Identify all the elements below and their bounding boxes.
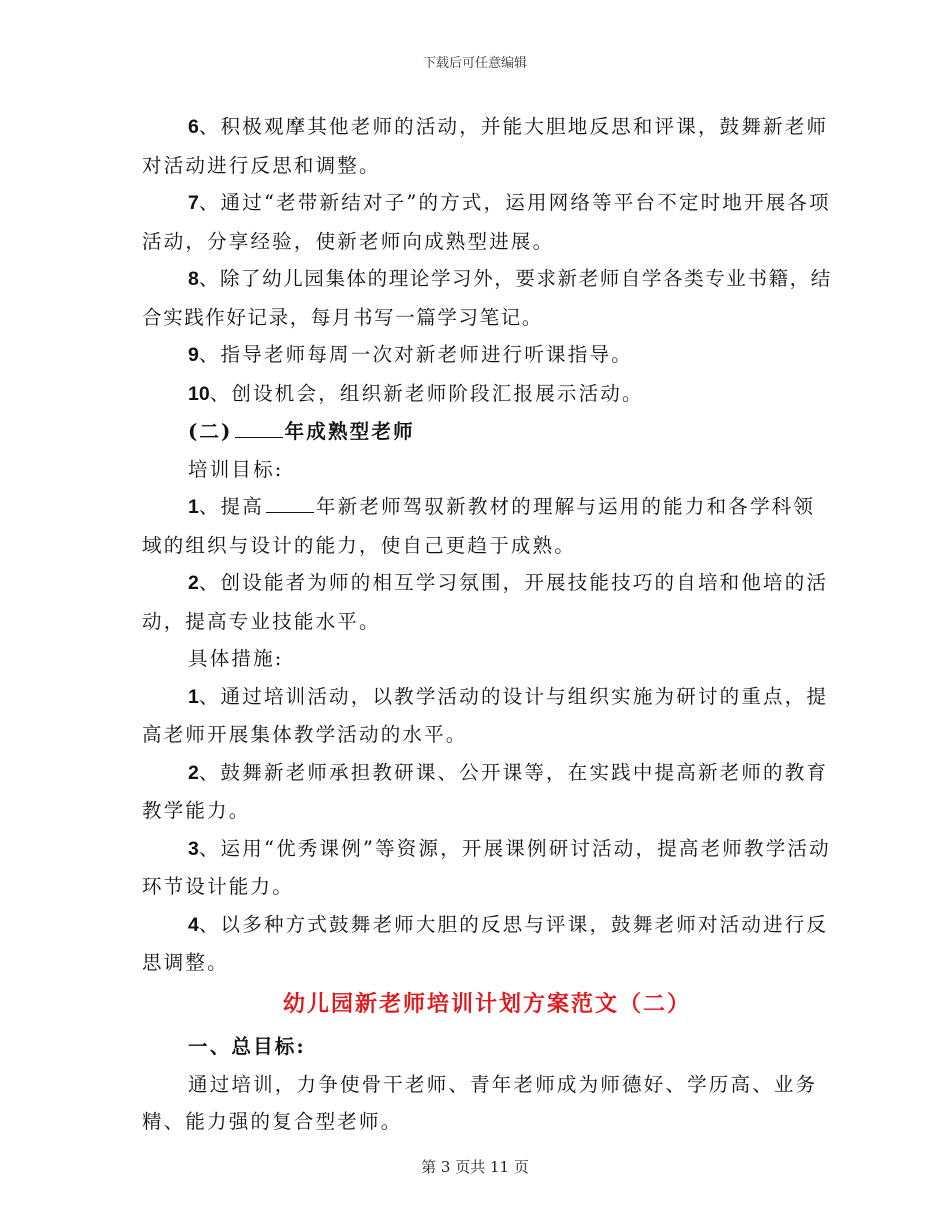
item-text: 、指导老师每周一次对新老师进行听课指导。 <box>198 343 633 366</box>
item-number: 10 <box>188 382 210 405</box>
item-text: 、通过“老带新结对子”的方式，运用网络等平台不定时地开展各项活动，分享经验，使新老师向成熟型进展。 <box>142 191 831 253</box>
item-text: 、运用“优秀课例”等资源，开展课例研讨活动，提高老师教学活动环节设计能力。 <box>142 836 831 898</box>
goal-label: 培训目标: <box>188 457 284 481</box>
item-number: 8 <box>188 268 199 290</box>
item-text-suffix: 年新老师驾驭新教材的理解与运用的能力和各学科领域的组织与设计的能力，使自己更趋于成熟。 <box>142 495 816 557</box>
measures-label: 具体措施: <box>188 647 284 670</box>
section-heading <box>142 413 832 451</box>
item-number: 1 <box>188 496 199 518</box>
document-section-title: 幼儿园新老师培训计划方案范文（二） <box>282 990 691 1017</box>
paragraph-9 <box>142 336 832 375</box>
item-text: 、创设能者为师的相互学习氛围，开展技能技巧的自培和他培的活动，提高专业技能水平。 <box>142 571 829 633</box>
item-number: 9 <box>188 344 199 366</box>
measure-item-1 <box>142 678 832 754</box>
paragraph-8 <box>142 260 832 336</box>
paragraph-7 <box>142 184 832 260</box>
page-footer: 第 3 页共 11 页 <box>421 1158 529 1176</box>
item-text: 、以多种方式鼓舞老师大胆的反思与评课，鼓舞老师对活动进行反思调整。 <box>142 912 829 974</box>
item-text: 、创设机会，组织新老师阶段汇报展示活动。 <box>209 381 644 405</box>
item-text: 、鼓舞新老师承担教研课、公开课等，在实践中提高新老师的教育教学能力。 <box>142 760 829 822</box>
measure-item-4 <box>142 906 832 982</box>
overall-goal-text: 通过培训，力争使骨干老师、青年老师成为师德好、学历高、业务精、能力强的复合型老师。 <box>142 1072 818 1133</box>
goal-item-2 <box>142 564 832 640</box>
document-body <box>142 108 832 1141</box>
item-text-prefix: 、提高 <box>198 495 264 518</box>
item-number: 3 <box>188 837 199 860</box>
fill-blank <box>235 415 283 438</box>
item-text: 、通过培训活动，以教学活动的设计与组织实施为研讨的重点，提高老师开展集体教学活动的水平。 <box>142 684 829 746</box>
section-heading-suffix: 年成熟型老师 <box>284 420 415 443</box>
item-number: 6 <box>188 116 199 138</box>
fill-blank <box>266 490 314 513</box>
section-heading-prefix: (二) <box>188 420 233 443</box>
item-number: 7 <box>188 192 199 214</box>
item-number: 1 <box>188 685 199 708</box>
item-text: 、积极观摩其他老师的活动，并能大胆地反思和评课，鼓舞新老师对活动进行反思和调整。 <box>142 115 829 177</box>
measure-item-2 <box>142 754 832 830</box>
item-number: 2 <box>188 572 199 594</box>
measure-item-3 <box>142 830 832 906</box>
overall-goal-heading: 一、总目标: <box>188 1035 306 1058</box>
paragraph-10 <box>142 375 832 414</box>
paragraph-6 <box>142 108 832 184</box>
item-text: 、除了幼儿园集体的理论学习外，要求新老师自学各类专业书籍，结合实践作好记录，每月书写一篇学习笔记。 <box>142 267 832 329</box>
goal-item-1 <box>142 488 832 564</box>
page-header: 下载后可任意编辑 <box>422 56 527 71</box>
item-number: 4 <box>188 913 199 936</box>
item-number: 2 <box>188 761 199 784</box>
